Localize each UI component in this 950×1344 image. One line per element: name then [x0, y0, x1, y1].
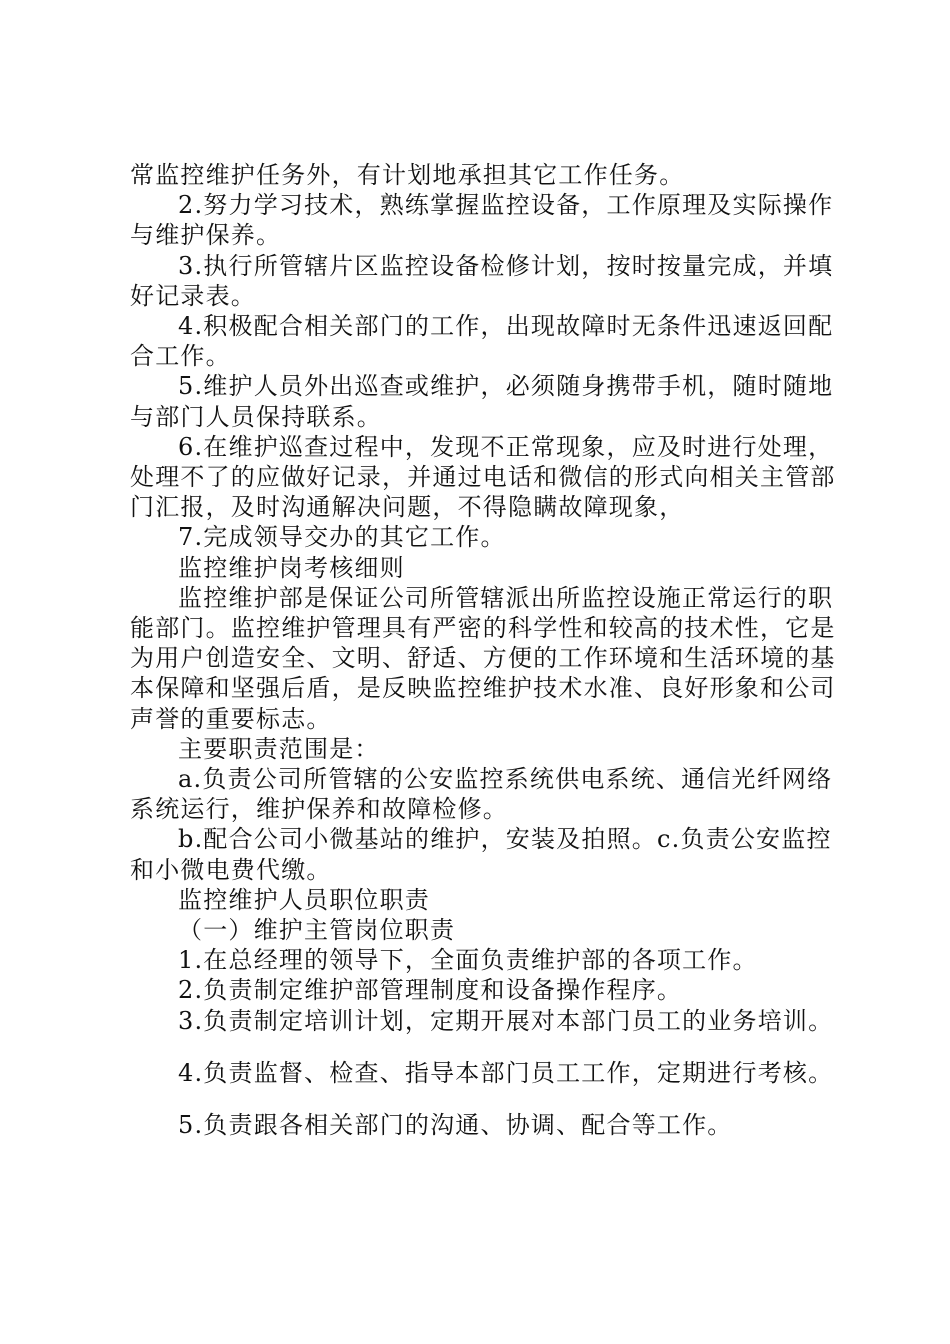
paragraph-item-2: 2.努力学习技术，熟练掌握监控设备，工作原理及实际操作与维护保养。: [130, 191, 834, 250]
duty-item-4: 4.负责监督、检查、指导本部门员工工作，定期进行考核。: [178, 1058, 834, 1087]
paragraph-scope-title: 主要职责范围是：: [178, 734, 380, 763]
paragraph-item-5: 5.维护人员外出巡查或维护，必须随身携带手机，随时随地与部门人员保持联系。: [130, 372, 834, 431]
document-body: [130, 160, 850, 1140]
paragraph-item-7: 7.完成领导交办的其它工作。: [178, 523, 506, 552]
duty-item-1: 1.在总经理的领导下，全面负责维护部的各项工作。: [178, 946, 758, 975]
duty-item-2: 2.负责制定维护部管理制度和设备操作程序。: [178, 976, 683, 1005]
subheading-supervisor: （一）维护主管岗位职责: [178, 916, 456, 945]
duty-item-3: 3.负责制定培训计划，定期开展对本部门员工的业务培训。: [178, 1006, 834, 1035]
section-heading-assessment: 监控维护岗考核细则: [178, 553, 405, 582]
duty-item-5: 5.负责跟各相关部门的沟通、协调、配合等工作。: [178, 1111, 733, 1140]
paragraph-item-3: 3.执行所管辖片区监控设备检修计划，按时按量完成，并填好记录表。: [130, 251, 834, 310]
paragraph-dept-description: 监控维护部是保证公司所管辖派出所监控设施正常运行的职能部门。监控维护管理具有严密的科学性和较高的技术性，它是为用户创造安全、文明、舒适、方便的工作环境和生活环境的基本保障和坚强后盾，是反映监控维护技术水准、良好形象和公司声誉的重要标志。: [130, 583, 836, 733]
paragraph-scope-a: a.负责公司所管辖的公安监控系统供电系统、通信光纤网络系统运行，维护保养和故障检修。: [130, 765, 833, 824]
paragraph-item-4: 4.积极配合相关部门的工作，出现故障时无条件迅速返回配合工作。: [130, 312, 834, 371]
paragraph-continuation: 常监控维护任务外，有计划地承担其它工作任务。: [130, 161, 685, 189]
paragraph-item-6: 6.在维护巡查过程中，发现不正常现象，应及时进行处理，处理不了的应做好记录，并通过电话和微信的形式向相关主管部门汇报，及时沟通解决问题，不得隐瞒故障现象，: [130, 432, 836, 522]
section-heading-duties: 监控维护人员职位职责: [178, 885, 430, 914]
paragraph-scope-b-c: b.配合公司小微基站的维护，安装及拍照。c.负责公安监控和小微电费代缴。: [130, 825, 832, 884]
